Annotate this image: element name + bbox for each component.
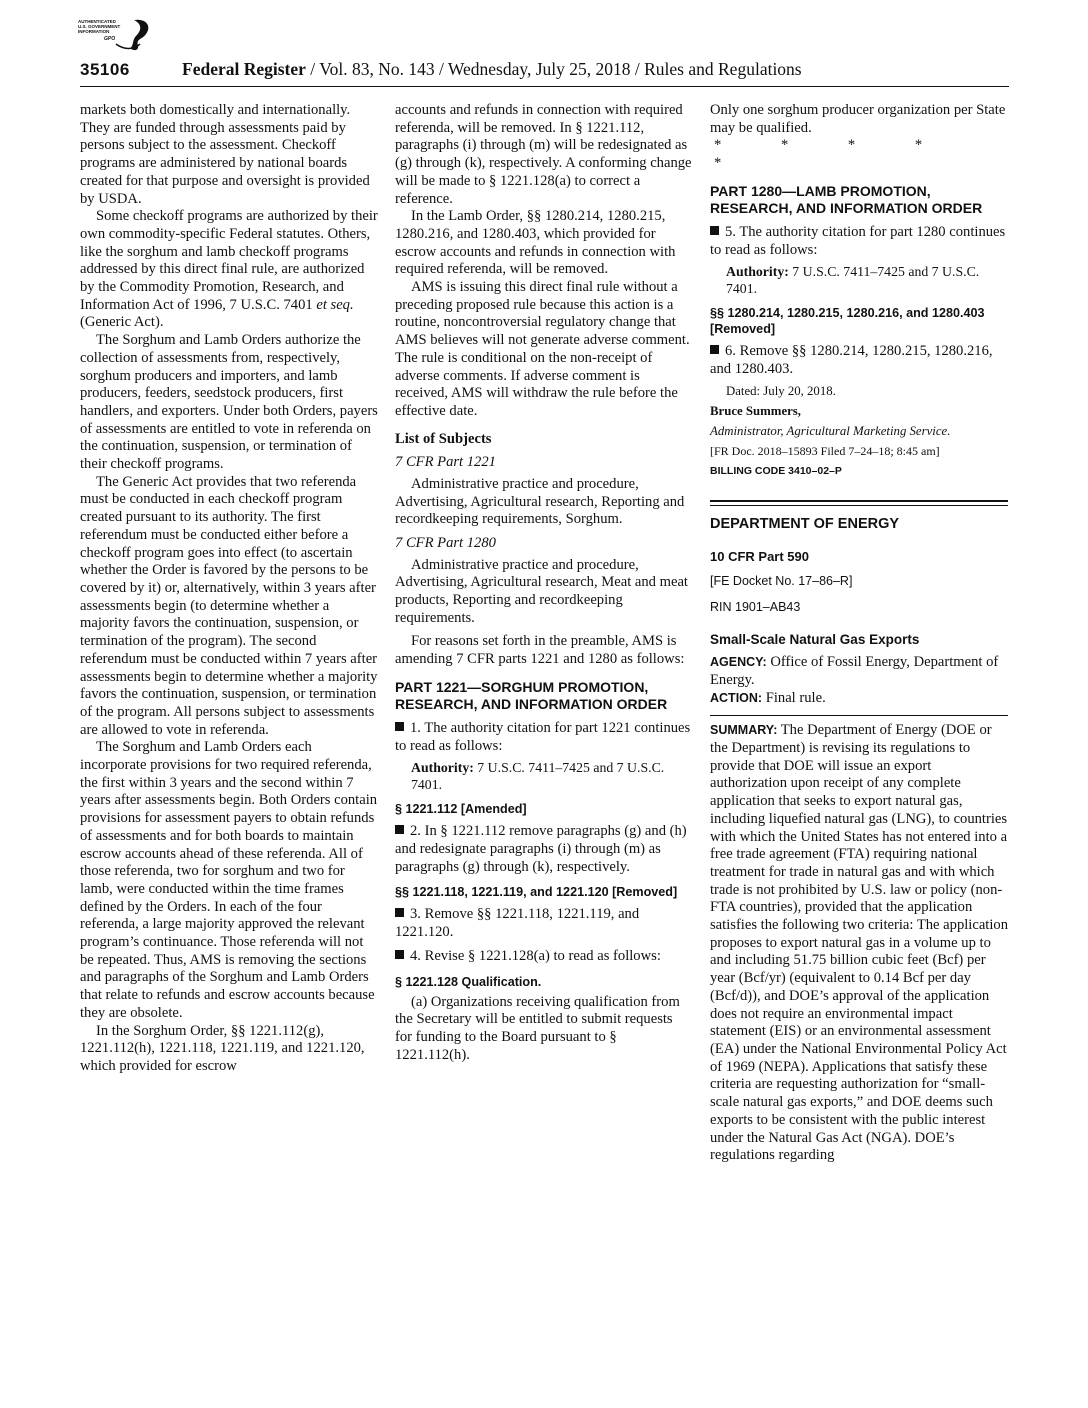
section-heading: § 1221.128 Qualification.: [395, 974, 542, 989]
paragraph: For reasons set forth in the preamble, AMS is amending 7 CFR parts 1221 and 1280 as follows:: [395, 633, 685, 668]
header-rule: [80, 86, 1009, 87]
summary-rule: [710, 715, 1008, 716]
paragraph: The Generic Act provides that two referenda must be conducted in each checkoff program created pursuant to its authority. The first referendum must be conducted either before a checkoff program goes into effect (to ascertain whether the Order is favored by the persons to be covered by it) or, alternatively, within 3 years after assessments begin (to determine whether a majority favors the continuation, suspension, or termination of the program). The second referendum must be conducted within 7 years after assessments begin to determine whether a majority favors the continuation, suspension, or termination of the program. All persons subject to assessments are allowed to vote in referenda.: [80, 473, 378, 738]
list-of-subjects-heading: List of Subjects: [395, 430, 492, 447]
paragraph: The Sorghum and Lamb Orders each incorporate provisions for two required referenda, the first within 3 years and the second within 7 years after assessments begin. Both Orders contain provisions for assessment payers to obtain refunds of assessments and for both boards to maintain escrow accounts ahead of these referenda. All of those referenda, two for sorghum and two for lamb, were conducted within the time frames defined by the Orders. In each of the four referenda, a large majority approved the relevant program’s continuance. Those referenda will not be repeated. Thus, AMS is removing the sections and paragraphs of the Sorghum and Lamb Orders that relate to refunds and escrow accounts because they are obsolete.: [80, 739, 378, 1021]
amendment-item: 6. Remove §§ 1280.214, 1280.215, 1280.216, and 1280.403.: [710, 343, 993, 377]
part-heading: PART 1221—SORGHUM PROMOTION, RESEARCH, AND INFORMATION ORDER: [395, 678, 668, 713]
agency-line: AGENCY: Office of Fossil Energy, Department of Energy.: [710, 654, 999, 688]
paragraph: AMS is issuing this direct final rule without a preceding proposed rule because this action is a routine, noncontroversial regulatory change that AMS believes will not generate adverse comment. The rule is conditional on the non-receipt of adverse comments. If adverse comment is received, AMS will withdraw the rule before the effective date.: [395, 279, 690, 419]
omission-stars: * * * * *: [714, 137, 951, 172]
column-2: [395, 102, 693, 1064]
cfr-part-heading: 7 CFR Part 1221: [395, 454, 496, 471]
paragraph: Some checkoff programs are authorized by their own commodity-specific Federal statutes. Others, like the sorghum and lamb checkoff programs addressed by this direct final rule, are authorized by the Commodity Promotion, Research, and Information Act of 1996, 7 U.S.C. 7401 et seq. (Generic Act).: [80, 208, 378, 331]
amendment-item: 4. Revise § 1221.128(a) to read as follows:: [395, 948, 693, 966]
subjects-list: Administrative practice and procedure, Advertising, Agricultural research, Meat and meat products, Reporting and recordkeeping requirements.: [395, 556, 688, 626]
docket-number: [FE Docket No. 17–86–R]: [710, 574, 853, 589]
dated-line: Dated: July 20, 2018.: [726, 383, 836, 398]
column-1: [80, 102, 378, 1076]
section-heading: §§ 1280.214, 1280.215, 1280.216, and 1280.403 [Removed]: [710, 306, 985, 337]
amendment-item: 2. In § 1221.112 remove paragraphs (g) and (h) and redesignate paragraphs (i) through (m) as paragraphs (g) through (k), respectively.: [395, 823, 687, 875]
paragraph: (a) Organizations receiving qualification from the Secretary will be entitled to submit requests for funding to the Board pursuant to § 1221.112(h).: [395, 993, 680, 1063]
bullet-square-icon: [710, 226, 719, 235]
billing-code: BILLING CODE 3410–02–P: [710, 464, 842, 477]
bullet-square-icon: [395, 908, 404, 917]
bullet-square-icon: [395, 825, 404, 834]
authority-citation: Authority: 7 U.S.C. 7411–7425 and 7 U.S.C. 7401.: [411, 760, 665, 793]
paragraph: In the Sorghum Order, §§ 1221.112(g), 1221.112(h), 1221.118, 1221.119, and 1221.120, which provided for escrow: [80, 1022, 365, 1074]
department-heading: DEPARTMENT OF ENERGY: [710, 516, 900, 533]
subjects-list: Administrative practice and procedure, Advertising, Agricultural research, Reporting and recordkeeping requirements, Sorghum.: [395, 475, 685, 528]
cfr-part-heading: 10 CFR Part 590: [710, 548, 809, 564]
bullet-square-icon: [395, 722, 404, 731]
svg-text:U.S. GOVERNMENT: U.S. GOVERNMENT: [78, 24, 121, 29]
page-number: 35106: [80, 60, 130, 79]
amendment-item: 1. The authority citation for part 1221 continues to read as follows:: [395, 719, 691, 754]
svg-text:INFORMATION: INFORMATION: [78, 29, 110, 34]
svg-text:GPO: GPO: [104, 36, 116, 42]
gpo-authenticated-logo: [76, 16, 156, 54]
signer-name: Bruce Summers,: [710, 403, 801, 418]
paragraph: markets both domestically and internationally. They are funded through assessments paid by persons subject to the assessment. Checkoff programs are administered by national boards created for that purpose and oversight is provided by USDA.: [80, 102, 370, 207]
issue-info: / Vol. 83, No. 143 / Wednesday, July 25, 2018 / Rules and Regulations: [305, 59, 802, 79]
column-3: [710, 102, 1008, 1165]
paragraph: In the Lamb Order, §§ 1280.214, 1280.215, 1280.216, and 1280.403, which provided for escrow accounts and refunds in connection with required referenda, will be removed.: [395, 208, 676, 278]
section-heading: §§ 1221.118, 1221.119, and 1221.120 [Removed]: [395, 885, 678, 900]
amendment-item: 5. The authority citation for part 1280 continues to read as follows:: [710, 223, 1006, 258]
fr-doc-line: [FR Doc. 2018–15893 Filed 7–24–18; 8:45 am]: [710, 443, 940, 458]
signer-title: Administrator, Agricultural Marketing Service.: [710, 423, 951, 438]
paragraph: accounts and refunds in connection with required referenda, will be removed. In § 1221.112, paragraphs (i) through (m) will be redesignated as (g) through (k), respectively. A conforming change will be made to § 1221.128(a) to correct a reference.: [395, 102, 692, 207]
section-heading: § 1221.112 [Amended]: [395, 802, 527, 817]
authority-citation: Authority: 7 U.S.C. 7411–7425 and 7 U.S.C. 7401.: [726, 264, 980, 297]
action-line: ACTION: Final rule.: [710, 689, 826, 706]
paragraph: Only one sorghum producer organization per State may be qualified.: [710, 102, 1006, 136]
amendment-item: 3. Remove §§ 1221.118, 1221.119, and 1221.120.: [395, 906, 640, 941]
running-header: [182, 59, 802, 80]
svg-text:AUTHENTICATED: AUTHENTICATED: [78, 19, 116, 24]
summary-paragraph: SUMMARY: The Department of Energy (DOE or the Department) is revising its regulations to provide that DOE will issue an export authorization upon receipt of any complete application that seeks to export natural gas, including liquefied natural gas (LNG), to countries with which the United States has not entered into a free trade agreement (FTA) requiring national treatment for trade in natural gas and with which trade is not prohibited by U.S. law or policy (non-FTA countries), provided that the application satisfies the following two criteria: The application proposes to export natural gas in a volume up to and including 51.75 billion cubic feet (Bcf) per year (Bcf/yr) (equivalent to 0.14 Bcf per day (Bcf/d)), and DOE’s approval of the application does not require an environmental impact statement (EIS) or an environmental assessment (EA) under the National Environmental Policy Act of 1969 (NEPA). Applications that satisfy these criteria are requesting authorization for “small-scale natural gas exports,” and DOE deems such exports to be consistent with the public interest under the Natural Gas Act (NGA). DOE’s regulations regarding: [710, 722, 1009, 1164]
rin-number: RIN 1901–AB43: [710, 600, 801, 615]
paragraph: The Sorghum and Lamb Orders authorize the collection of assessments from, respectively, sorghum producers and importers, and lamb producers, feeders, seedstock producers, first handlers, and exporters. Under both Orders, payers of assessments are entitled to vote in referenda on the continuation, suspension, or termination of their checkoff programs.: [80, 332, 378, 473]
bullet-square-icon: [395, 950, 404, 959]
section-separator: [710, 500, 1008, 506]
cfr-part-heading: 7 CFR Part 1280: [395, 534, 496, 551]
bullet-square-icon: [710, 345, 719, 354]
journal-name: Federal Register: [182, 59, 306, 79]
part-heading: PART 1280—LAMB PROMOTION, RESEARCH, AND INFORMATION ORDER: [710, 182, 983, 217]
rule-title: Small-Scale Natural Gas Exports: [710, 631, 920, 647]
